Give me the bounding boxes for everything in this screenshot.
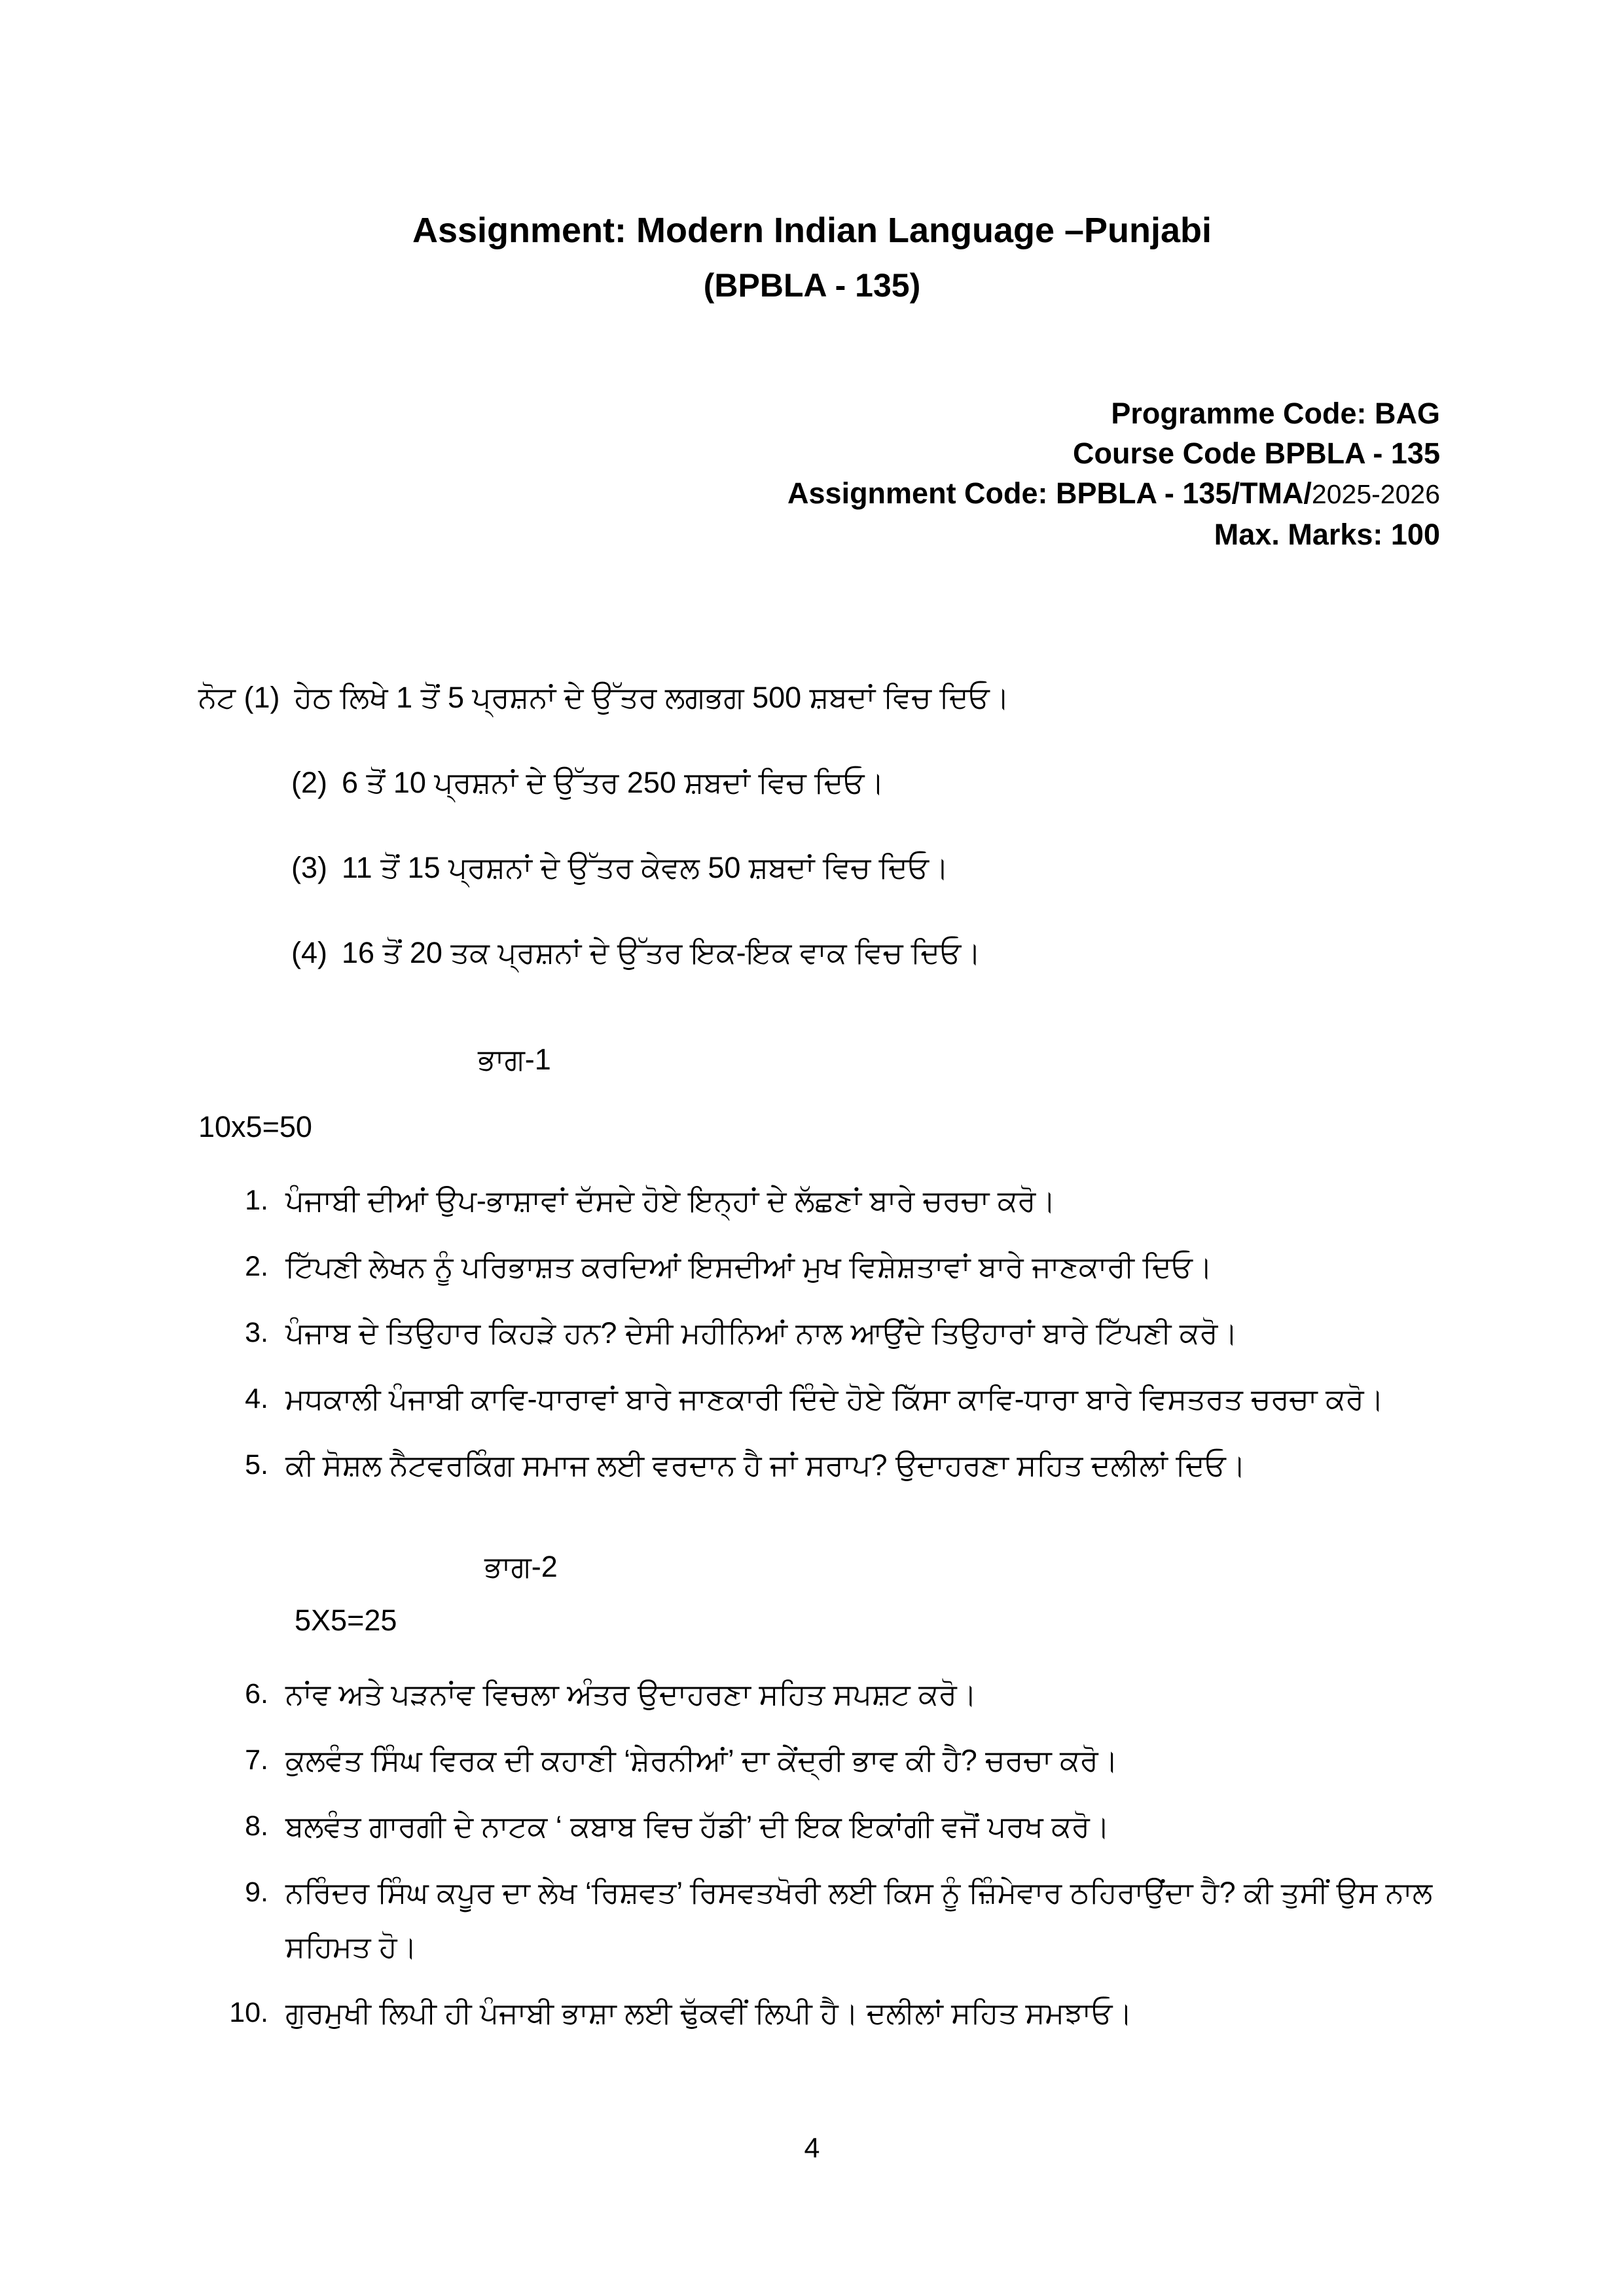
question-number: 4. [245, 1383, 268, 1414]
question-item [216, 1240, 1460, 1294]
part1-marks: 10x5=50 [198, 1110, 312, 1143]
note-item [198, 934, 1454, 972]
note-text: 6 ਤੋਂ 10 ਪ੍ਰਸ਼ਨਾਂ ਦੇ ਉੱਤਰ 250 ਸ਼ਬਦਾਂ ਵਿਚ ਦਿਓ। [342, 766, 884, 799]
question-text: ਪੰਜਾਬੀ ਦੀਆਂ ਉਪ-ਭਾਸ਼ਾਵਾਂ ਦੱਸਦੇ ਹੋਏ ਇਨ੍ਹਾਂ ਦੇ ਲੱਛਣਾਂ ਬਾਰੇ ਚਰਚਾ ਕਰੋ। [285, 1184, 1056, 1217]
question-text: ਨਰਿੰਦਰ ਸਿੰਘ ਕਪੂਰ ਦਾ ਲੇਖ ‘ਰਿਸ਼ਵਤ’ ਰਿਸਵਤਖੋਰੀ ਲਈ ਕਿਸ ਨੂੰ ਜ਼ਿੰਮੇਵਾਰ ਠਹਿਰਾਉਂਦਾ ਹੈ? ਕੀ ਤੁਸੀਂ ਉਸ ਨਾਲ ਸਹਿਮਤ ਹੋ। [285, 1876, 1433, 1964]
question-item [216, 1174, 1460, 1228]
question-text: ਨਾਂਵ ਅਤੇ ਪੜਨਾਂਵ ਵਿਚਲਾ ਅੰਤਰ ਉਦਾਹਰਣਾ ਸਹਿਤ ਸਪਸ਼ਟ ਕਰੋ। [285, 1677, 977, 1711]
question-text: ਟਿੱਪਣੀ ਲੇਖਨ ਨੂੰ ਪਰਿਭਾਸ਼ਤ ਕਰਦਿਆਂ ਇਸਦੀਆਂ ਮੁਖ ਵਿਸ਼ੇਸ਼ਤਾਵਾਂ ਬਾਰੇ ਜਾਣਕਾਰੀ ਦਿਓ। [285, 1250, 1213, 1283]
question-item [216, 1438, 1460, 1492]
question-number: 3. [245, 1317, 268, 1348]
question-text: ਮਧਕਾਲੀ ਪੰਜਾਬੀ ਕਾਵਿ-ਧਾਰਾਵਾਂ ਬਾਰੇ ਜਾਣਕਾਰੀ ਦਿੰਦੇ ਹੋਏ ਕਿੱਸਾ ਕਾਵਿ-ਧਾਰਾ ਬਾਰੇ ਵਿਸਤਰਤ ਚਰਚਾ ਕਰੋ। [285, 1382, 1384, 1416]
course-code-line: Course Code BPBLA - 135 [1073, 437, 1440, 470]
question-item [216, 1733, 1460, 1787]
question-text: ਕੀ ਸੋਸ਼ਲ ਨੈਟਵਰਕਿੰਗ ਸਮਾਜ ਲਈ ਵਰਦਾਨ ਹੈ ਜਾਂ ਸਰਾਪ? ਉਦਾਹਰਣਾ ਸਹਿਤ ਦਲੀਲਾਂ ਦਿਓ। [285, 1448, 1246, 1482]
question-number: 2. [245, 1251, 268, 1282]
programme-code-line: Programme Code: BAG [1111, 397, 1440, 430]
question-number: 7. [245, 1744, 268, 1776]
course-code-subtitle: (BPBLA - 135) [703, 267, 921, 304]
part1-questions [216, 1174, 1460, 1492]
note-text: ਹੇਠ ਲਿਖੇ 1 ਤੋਂ 5 ਪ੍ਰਸ਼ਨਾਂ ਦੇ ਉੱਤਰ ਲਗਭਗ 500 ਸ਼ਬਦਾਂ ਵਿਚ ਦਿਓ। [294, 681, 1010, 714]
question-number: 9. [245, 1876, 268, 1908]
question-number: 5. [245, 1449, 268, 1480]
question-item [216, 1372, 1460, 1426]
question-number: 8. [245, 1810, 268, 1842]
assignment-code-line [0, 473, 1440, 514]
title-block [0, 0, 1624, 305]
notes-section [198, 679, 1454, 972]
question-number: 1. [245, 1185, 268, 1216]
assignment-code-prefix: Assignment Code: BPBLA - 135/TMA/ [787, 476, 1312, 510]
note-text: 11 ਤੋਂ 15 ਪ੍ਰਸ਼ਨਾਂ ਦੇ ਉੱਤਰ ਕੇਵਲ 50 ਸ਼ਬਦਾਂ ਵਿਚ ਦਿਓ। [342, 851, 949, 884]
question-number: 6. [245, 1678, 268, 1710]
question-item [216, 1799, 1460, 1854]
question-item [216, 1306, 1460, 1360]
part2-heading: ਭਾਗ-2 [484, 1550, 558, 1583]
codes-block [0, 393, 1440, 554]
question-text: ਗੁਰਮੁਖੀ ਲਿਪੀ ਹੀ ਪੰਜਾਬੀ ਭਾਸ਼ਾ ਲਈ ਢੁੱਕਵੀਂ ਲਿਪੀ ਹੈ। ਦਲੀਲਾਂ ਸਹਿਤ ਸਮਝਾਓ। [285, 1996, 1132, 2030]
note-label: (4) [291, 936, 327, 969]
part2-questions [216, 1667, 1460, 2040]
assignment-session: 2025-2026 [1311, 479, 1440, 509]
page-title: Assignment: Modern Indian Language –Punjabi [412, 211, 1212, 250]
note-label: (2) [291, 766, 327, 799]
question-text: ਪੰਜਾਬ ਦੇ ਤਿਉਹਾਰ ਕਿਹੜੇ ਹਨ? ਦੇਸੀ ਮਹੀਨਿਆਂ ਨਾਲ ਆਉਂਦੇ ਤਿਉਹਾਰਾਂ ਬਾਰੇ ਟਿੱਪਣੀ ਕਰੋ। [285, 1316, 1238, 1350]
note-text: 16 ਤੋਂ 20 ਤਕ ਪ੍ਰਸ਼ਨਾਂ ਦੇ ਉੱਤਰ ਇਕ-ਇਕ ਵਾਕ ਵਿਚ ਦਿਓ। [342, 936, 981, 969]
note-item [198, 764, 1454, 802]
part1-section [0, 1041, 1624, 1492]
part2-section [0, 1548, 1624, 2040]
question-item [216, 1986, 1460, 2040]
part2-marks: 5X5=25 [295, 1604, 397, 1637]
note-label: ਨੋਟ (1) [198, 681, 280, 714]
question-text: ਕੁਲਵੰਤ ਸਿੰਘ ਵਿਰਕ ਦੀ ਕਹਾਣੀ ‘ਸ਼ੇਰਨੀਆਂ’ ਦਾ ਕੇਂਦ੍ਰੀ ਭਾਵ ਕੀ ਹੈ? ਚਰਚਾ ਕਰੋ। [285, 1744, 1119, 1777]
note-item [198, 679, 1454, 717]
page-number: 4 [804, 2132, 820, 2164]
question-item [216, 1667, 1460, 1721]
max-marks-line: Max. Marks: 100 [1214, 518, 1440, 551]
part1-heading: ਭਾਗ-1 [478, 1043, 551, 1076]
question-item [216, 1865, 1460, 1974]
question-number: 10. [229, 1997, 268, 2028]
note-item [198, 849, 1454, 887]
note-label: (3) [291, 851, 327, 884]
question-text: ਬਲਵੰਤ ਗਾਰਗੀ ਦੇ ਨਾਟਕ ‘ ਕਬਾਬ ਵਿਚ ਹੱਡੀ’ ਦੀ ਇਕ ਇਕਾਂਗੀ ਵਜੋਂ ਪਰਖ ਕਰੋ। [285, 1810, 1110, 1843]
